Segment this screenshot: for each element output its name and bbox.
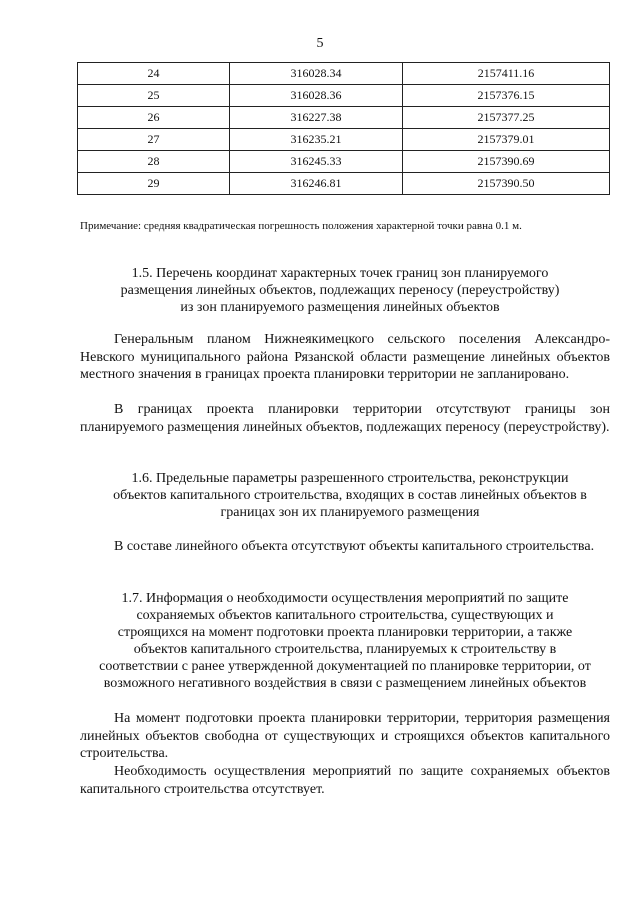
- heading-line: соответствии с ранее утвержденной документацией по планировке территории, от: [99, 659, 591, 674]
- section-1-7-paragraph: Необходимость осуществления мероприятий по защите сохраняемых объектов капитального строительства отсутствует.: [80, 764, 610, 797]
- section-1-7-heading: [60, 590, 630, 692]
- page-number: 5: [316, 36, 324, 51]
- table-row: [78, 151, 610, 173]
- point-number-cell: 29: [78, 173, 230, 195]
- y-coordinate-cell: 2157411.16: [403, 63, 610, 85]
- section-1-5-heading: [60, 265, 620, 316]
- y-coordinate-cell: 2157379.01: [403, 129, 610, 151]
- table-row: [78, 85, 610, 107]
- section-1-7-paragraph: На момент подготовки проекта планировки территории, территория размещения линейных объектов свободна от существующих и строящихся объектов капитального строительства.: [80, 711, 610, 761]
- table-row: [78, 63, 610, 85]
- heading-line: 1.7. Информация о необходимости осуществления мероприятий по защите: [121, 591, 569, 606]
- x-coordinate-cell: 316246.81: [230, 173, 403, 195]
- section-1-6-paragraph: В составе линейного объекта отсутствуют объекты капитального строительства.: [114, 539, 595, 554]
- x-coordinate-cell: 316028.36: [230, 85, 403, 107]
- table-row: [78, 107, 610, 129]
- x-coordinate-cell: 316235.21: [230, 129, 403, 151]
- point-number-cell: 24: [78, 63, 230, 85]
- y-coordinate-cell: 2157376.15: [403, 85, 610, 107]
- heading-line: 1.6. Предельные параметры разрешенного строительства, реконструкции: [131, 471, 569, 486]
- heading-line: 1.5. Перечень координат характерных точек границ зон планируемого: [131, 266, 549, 281]
- heading-line: границах зон их планируемого размещения: [220, 505, 480, 520]
- heading-line: сохраняемых объектов капитального строительства, существующих и: [136, 608, 554, 623]
- x-coordinate-cell: 316028.34: [230, 63, 403, 85]
- table-note: Примечание: средняя квадратическая погрешность положения характерной точки равна 0.1 м.: [80, 220, 522, 232]
- table-row: [78, 173, 610, 195]
- point-number-cell: 27: [78, 129, 230, 151]
- point-number-cell: 28: [78, 151, 230, 173]
- section-1-5-paragraph: Генеральным планом Нижнеякимецкого сельского поселения Александро-Невского муниципального района Рязанской области размещение линейных объектов местного значения в границах проекта планировки территории не запланировано.: [80, 332, 610, 382]
- section-1-6-heading: [70, 470, 630, 521]
- heading-line: возможного негативного воздействия в связи с размещением линейных объектов: [103, 676, 587, 691]
- x-coordinate-cell: 316245.33: [230, 151, 403, 173]
- table-row: [78, 129, 610, 151]
- y-coordinate-cell: 2157390.50: [403, 173, 610, 195]
- coordinates-table: [77, 62, 610, 195]
- y-coordinate-cell: 2157390.69: [403, 151, 610, 173]
- y-coordinate-cell: 2157377.25: [403, 107, 610, 129]
- section-1-5-paragraph: В границах проекта планировки территории отсутствуют границы зон планируемого размещения линейных объектов, подлежащих переносу (переустройству).: [80, 402, 610, 435]
- heading-line: размещения линейных объектов, подлежащих переносу (переустройству): [120, 283, 560, 298]
- point-number-cell: 26: [78, 107, 230, 129]
- heading-line: объектов капитального строительства, входящих в состав линейных объектов в: [113, 488, 587, 503]
- x-coordinate-cell: 316227.38: [230, 107, 403, 129]
- heading-line: из зон планируемого размещения линейных объектов: [180, 300, 500, 315]
- point-number-cell: 25: [78, 85, 230, 107]
- heading-line: объектов капитального строительства, планируемых к строительству в: [133, 642, 557, 657]
- heading-line: строящихся на момент подготовки проекта планировки территории, а также: [117, 625, 573, 640]
